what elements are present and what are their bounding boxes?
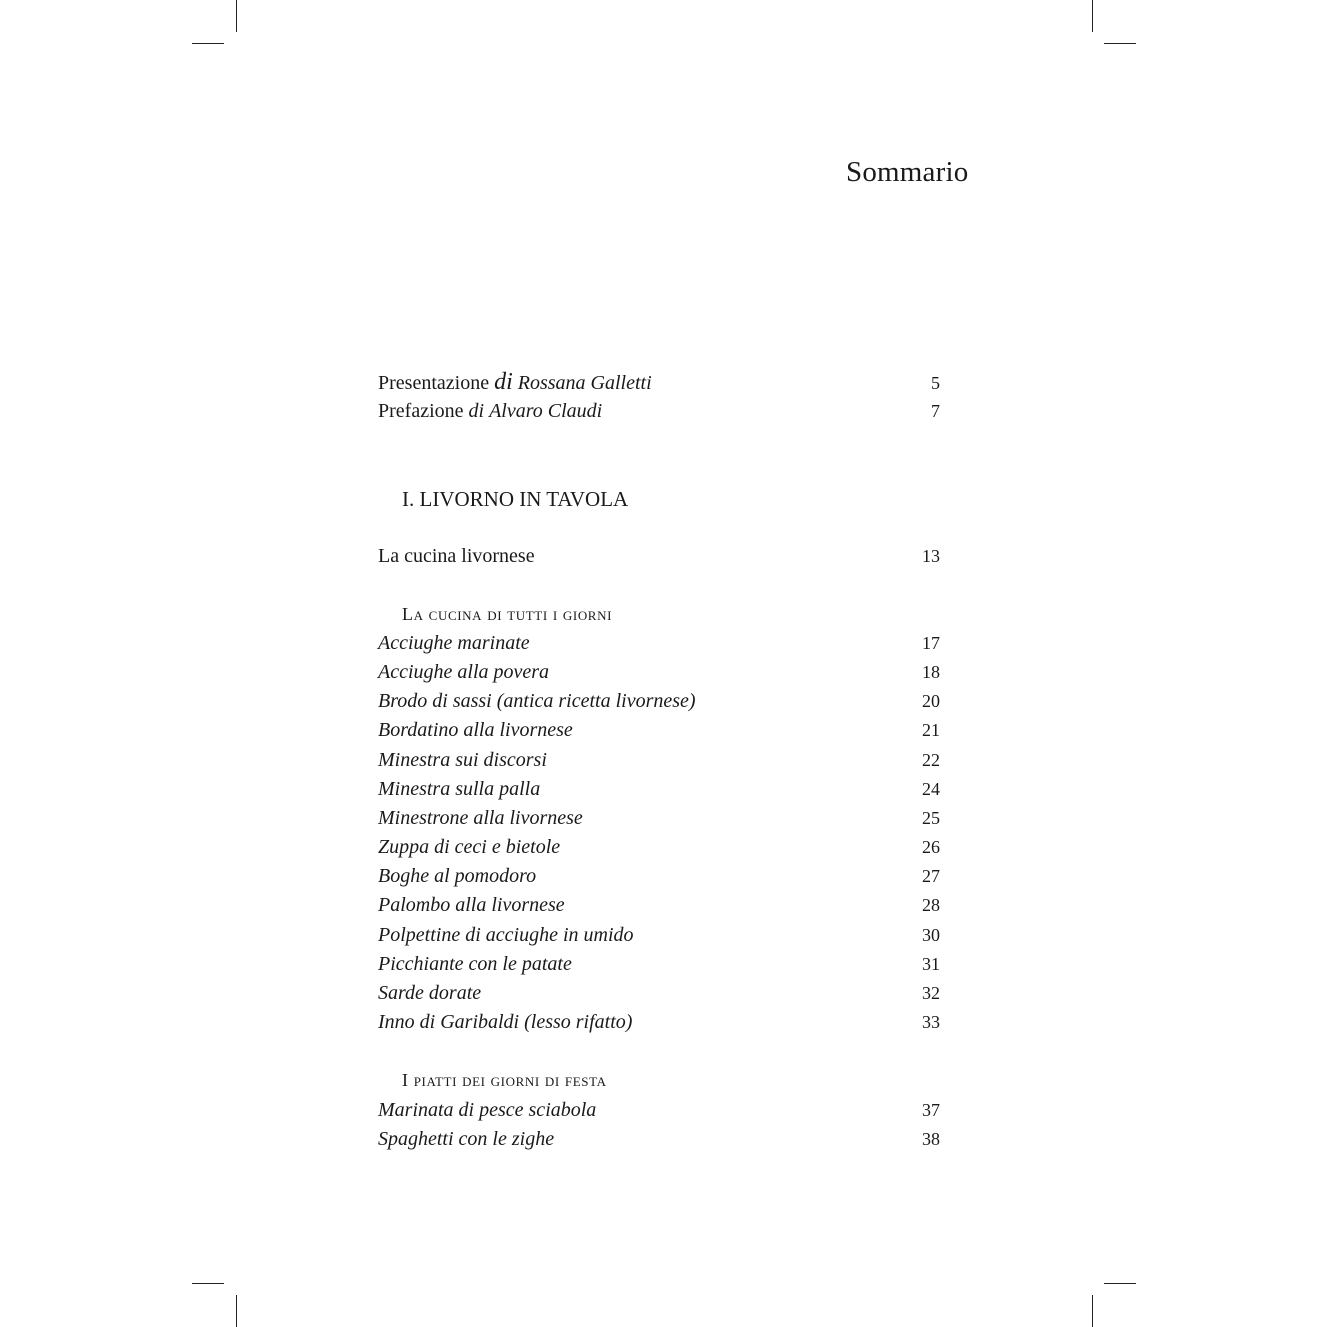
toc-page-number: 26: [922, 837, 940, 858]
toc-entry-title: Polpettine di acciughe in umido: [378, 923, 634, 946]
toc-entry[interactable]: [378, 629, 940, 658]
toc-entry[interactable]: [378, 746, 940, 775]
toc-page-number: 32: [922, 983, 940, 1003]
crop-mark: [236, 1295, 237, 1327]
toc-entry-title: Spaghetti con le zighe: [378, 1127, 555, 1150]
toc-entry-title: Minestra sui discorsi: [378, 748, 547, 771]
toc-page-number: 38: [922, 1128, 940, 1149]
toc-page-number: 31: [922, 953, 940, 974]
toc-entry[interactable]: [378, 979, 940, 1008]
toc-entry-title: Palombo alla livornese: [378, 894, 565, 917]
page-title: Sommario: [846, 156, 969, 188]
toc-entry[interactable]: [378, 891, 940, 920]
toc-page-number: 5: [931, 373, 940, 393]
toc-page-number: 20: [922, 691, 940, 712]
section-heading: I. LIVORNO IN TAVOLA: [402, 487, 629, 512]
toc-entry-title: Acciughe alla povera: [378, 660, 550, 683]
toc-page-number: 17: [922, 632, 940, 653]
toc-page-number: 7: [931, 401, 940, 422]
toc-entry[interactable]: [378, 921, 940, 950]
toc-entry[interactable]: [378, 716, 940, 745]
crop-mark: [1092, 1295, 1093, 1327]
toc-entry-title: Sarde dorate: [378, 982, 482, 1004]
toc-entry-title: Prefazione di Alvaro Claudi: [378, 400, 603, 423]
subsection-heading: I piatti dei giorni di festa: [402, 1070, 607, 1091]
toc-entry-title: Minestra sulla palla: [378, 777, 541, 800]
toc-entry-title: Brodo di sassi (antica ricetta livornese): [378, 690, 696, 713]
toc-page-number: 18: [922, 661, 940, 682]
toc-entry-title: Minestrone alla livornese: [378, 806, 583, 829]
toc-entry[interactable]: [378, 397, 940, 426]
subsection-heading: La cucina di tutti i giorni: [402, 603, 612, 624]
toc-entry-title: Picchiante con le patate: [378, 952, 572, 975]
toc-entry-title: Inno di Garibaldi (lesso rifatto): [378, 1011, 633, 1034]
crop-mark: [1104, 43, 1136, 44]
toc-page-number: 13: [922, 546, 940, 567]
toc-entry[interactable]: [378, 1096, 940, 1125]
toc-entry[interactable]: [378, 542, 940, 571]
crop-mark: [1104, 1283, 1136, 1284]
toc-entry-title: Presentazione di Rossana Galletti: [378, 369, 652, 395]
table-of-contents: [378, 368, 940, 1154]
toc-entry-title: Acciughe marinate: [378, 631, 530, 654]
toc-entry-title: Boghe al pomodoro: [378, 865, 537, 888]
toc-entry[interactable]: [378, 368, 940, 397]
toc-entry-title: Bordatino alla livornese: [378, 719, 573, 742]
crop-mark: [192, 1283, 224, 1284]
toc-page-number: 30: [922, 924, 940, 945]
toc-page-number: 21: [922, 720, 940, 741]
crop-mark: [192, 43, 224, 44]
toc-page-number: 25: [922, 807, 940, 828]
toc-entry[interactable]: [378, 804, 940, 833]
toc-entry[interactable]: [378, 950, 940, 979]
toc-page-number: 22: [922, 749, 940, 770]
toc-page-number: 33: [922, 1012, 940, 1033]
toc-entry-title: Zuppa di ceci e bietole: [378, 836, 561, 859]
toc-page-number: 27: [922, 866, 940, 887]
toc-entry[interactable]: [378, 833, 940, 862]
toc-entry[interactable]: [378, 1008, 940, 1037]
toc-entry[interactable]: [378, 687, 940, 716]
toc-page-number: 28: [922, 895, 940, 916]
toc-entry[interactable]: [378, 862, 940, 891]
toc-entry-title: Marinata di pesce sciabola: [378, 1098, 597, 1121]
toc-entry-title: La cucina livornese: [378, 545, 535, 568]
toc-entry[interactable]: [378, 1125, 940, 1154]
toc-entry[interactable]: [378, 658, 940, 687]
toc-page-number: 37: [922, 1099, 940, 1120]
crop-mark: [1092, 0, 1093, 32]
toc-entry[interactable]: [378, 775, 940, 804]
toc-page-number: 24: [922, 778, 940, 799]
crop-mark: [236, 0, 237, 32]
